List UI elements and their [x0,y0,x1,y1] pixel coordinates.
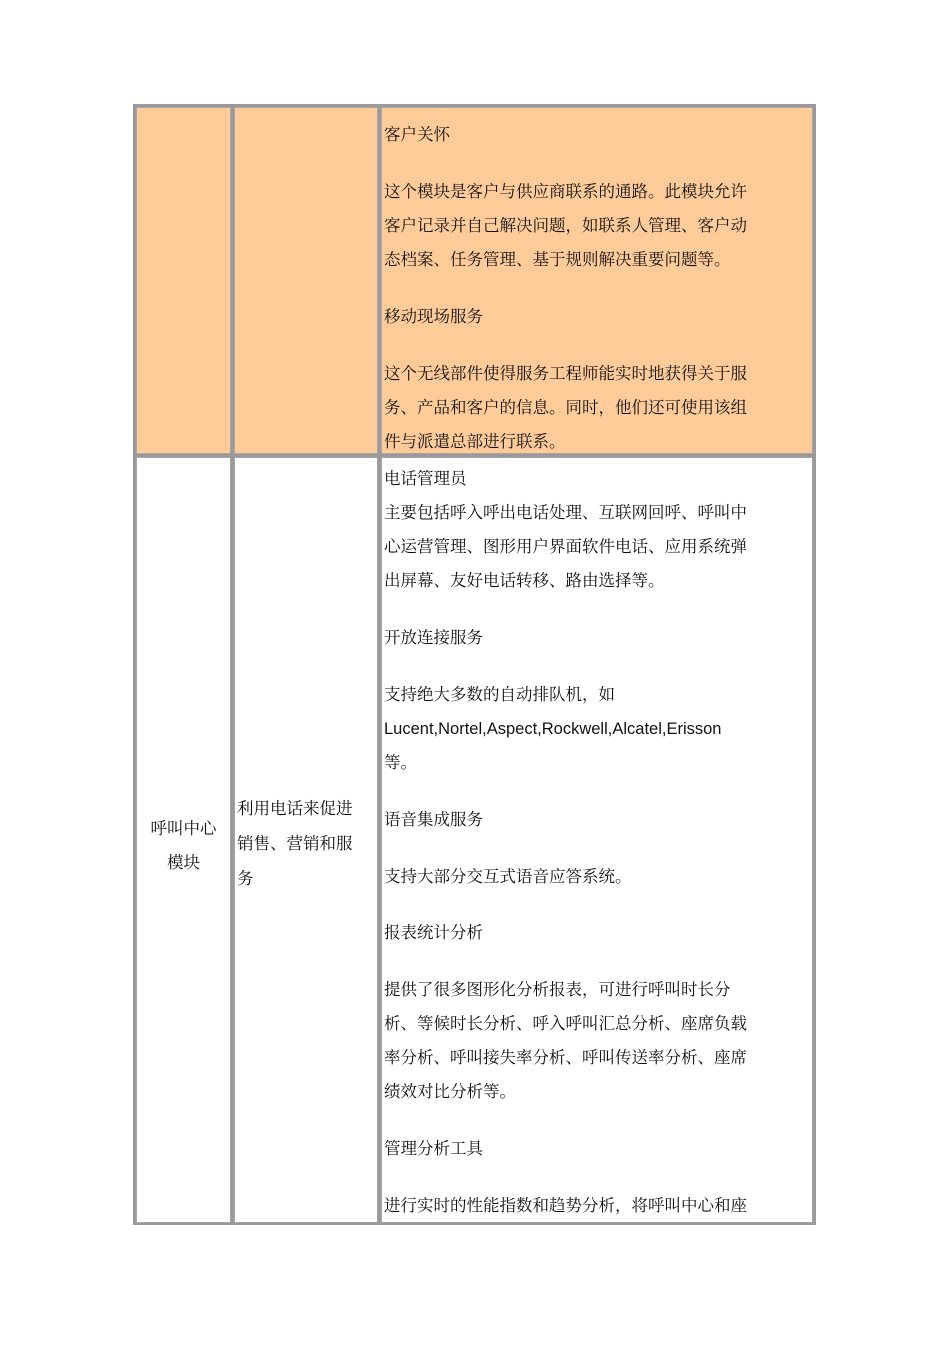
management-tools-line-1: 进行实时的性能指数和趋势分析，将呼叫中心和座 [384,1196,747,1215]
heading-mobile-field-service: 移动现场服务 [384,307,483,326]
open-connection-line-3: 等。 [384,753,417,772]
mobile-service-line-1: 这个无线部件使得服务工程师能实时地获得关于服 [384,364,747,383]
heading-management-tools: 管理分析工具 [384,1139,483,1158]
phone-manager-line-2: 心运营管理、图形用户界面软件电话、应用系统弹 [384,537,747,556]
row1-description-cell [381,107,813,454]
module-name-line-2: 模块 [167,853,200,872]
purpose-line-1: 利用电话来促进 [237,799,353,818]
module-table [133,104,816,1225]
row2-description-cell [381,457,813,1223]
customer-care-line-3: 态档案、任务管理、基于规则解决重要问题等。 [384,250,731,269]
phone-manager-line-1: 主要包括呼入呼出电话处理、互联网回呼、呼叫中 [384,503,747,522]
purpose-line-3: 务 [237,869,254,888]
report-analysis-line-2: 析、等候时长分析、呼入呼叫汇总分析、座席负载 [384,1014,747,1033]
report-analysis-line-4: 绩效对比分析等。 [384,1082,516,1101]
row2-purpose-cell [234,457,378,1223]
row1-purpose-cell [234,107,378,454]
purpose-line-2: 销售、营销和服 [237,834,353,853]
heading-phone-manager: 电话管理员 [384,469,467,488]
heading-report-analysis: 报表统计分析 [384,923,483,942]
heading-voice-integration: 语音集成服务 [384,810,483,829]
row2-module-cell [136,457,231,1223]
customer-care-line-2: 客户记录并自己解决问题，如联系人管理、客户动 [384,216,747,235]
report-analysis-line-3: 率分析、呼叫接失率分析、呼叫传送率分析、座席 [384,1048,747,1067]
report-analysis-line-1: 提供了很多图形化分析报表，可进行呼叫时长分 [384,980,731,999]
open-connection-vendors: Lucent,Nortel,Aspect,Rockwell,Alcatel,Erisson [384,720,722,738]
mobile-service-line-2: 务、产品和客户的信息。同时，他们还可使用该组 [384,398,747,417]
phone-manager-line-3: 出屏幕、友好电话转移、路由选择等。 [384,571,665,590]
module-name-line-1: 呼叫中心 [150,819,217,838]
mobile-service-line-3: 件与派遣总部进行联系。 [384,432,566,451]
open-connection-line-1: 支持绝大多数的自动排队机，如 [384,685,615,704]
heading-open-connection: 开放连接服务 [384,628,483,647]
heading-customer-care: 客户关怀 [384,125,450,144]
voice-integration-line: 支持大部分交互式语音应答系统。 [384,867,632,886]
row1-module-cell [136,107,231,454]
customer-care-line-1: 这个模块是客户与供应商联系的通路。此模块允许 [384,182,747,201]
